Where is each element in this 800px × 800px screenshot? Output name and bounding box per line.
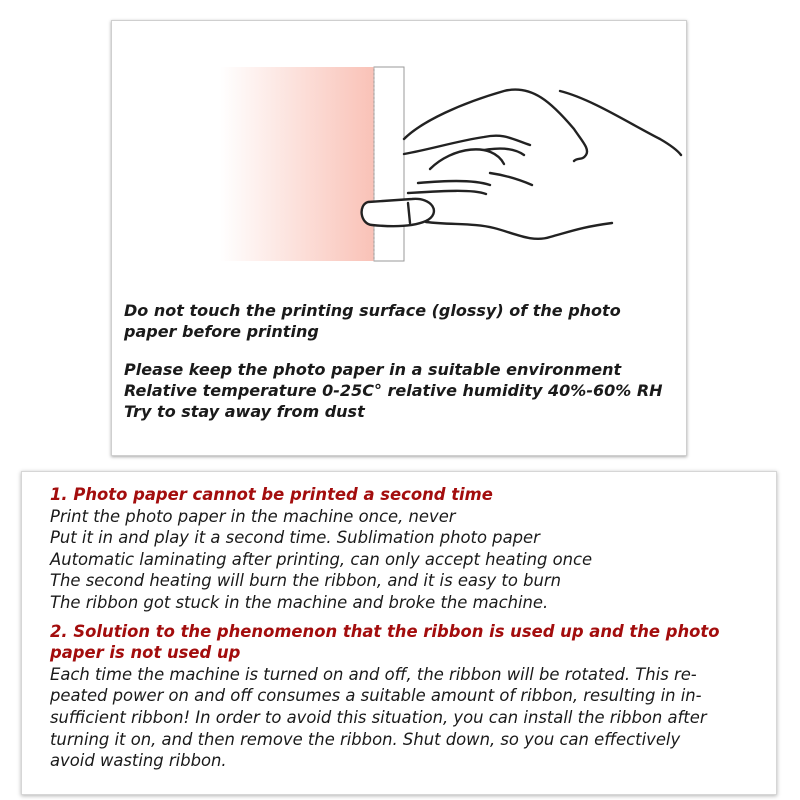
instructions-card xyxy=(21,471,777,795)
notice-card xyxy=(111,20,687,456)
section-2-line: sufficient ribbon! In order to avoid this situation, you can install the ribbon after xyxy=(50,707,707,727)
notice-paragraph-2 xyxy=(124,359,679,422)
section-1-heading: 1. Photo paper cannot be printed a second time xyxy=(50,485,493,504)
section-2-line: peated power on and off consumes a suitable amount of ribbon, resulting in in- xyxy=(50,686,702,706)
section-1-line: The ribbon got stuck in the machine and broke the machine. xyxy=(50,592,549,612)
photo-paper-shape xyxy=(220,67,376,261)
hand-shape xyxy=(362,90,681,239)
notice-line: Do not touch the printing surface (glossy) of the photo xyxy=(124,301,621,320)
notice-line: Please keep the photo paper in a suitable environment xyxy=(124,360,622,379)
notice-line: Try to stay away from dust xyxy=(124,402,365,421)
hand-holding-photo-paper-icon xyxy=(112,21,686,296)
notice-line: Relative temperature 0-25C° relative humidity 40%-60% RH xyxy=(124,381,663,400)
section-1-line: Automatic laminating after printing, can only accept heating once xyxy=(50,549,593,569)
section-1-line: The second heating will burn the ribbon, and it is easy to burn xyxy=(50,571,562,591)
section-1-line: Put it in and play it a second time. Sublimation photo paper xyxy=(50,528,540,548)
section-2-heading: paper is not used up xyxy=(50,643,241,663)
notice-paragraph-1 xyxy=(124,300,679,342)
section-2-line: turning it on, and then remove the ribbon. Shut down, so you can effectively xyxy=(50,729,681,749)
section-1 xyxy=(50,484,765,614)
notice-line: paper before printing xyxy=(124,322,319,341)
section-1-line: Print the photo paper in the machine once, never xyxy=(50,506,456,526)
instructions-text xyxy=(50,484,765,779)
photo-paper-edge xyxy=(374,67,404,261)
section-2 xyxy=(50,621,765,772)
section-2-line: avoid wasting ribbon. xyxy=(50,751,227,771)
section-2-line: Each time the machine is turned on and off, the ribbon will be rotated. This re- xyxy=(50,664,697,684)
notice-text xyxy=(124,300,679,439)
section-2-heading: 2. Solution to the phenomenon that the ribbon is used up and the photo xyxy=(50,621,720,641)
